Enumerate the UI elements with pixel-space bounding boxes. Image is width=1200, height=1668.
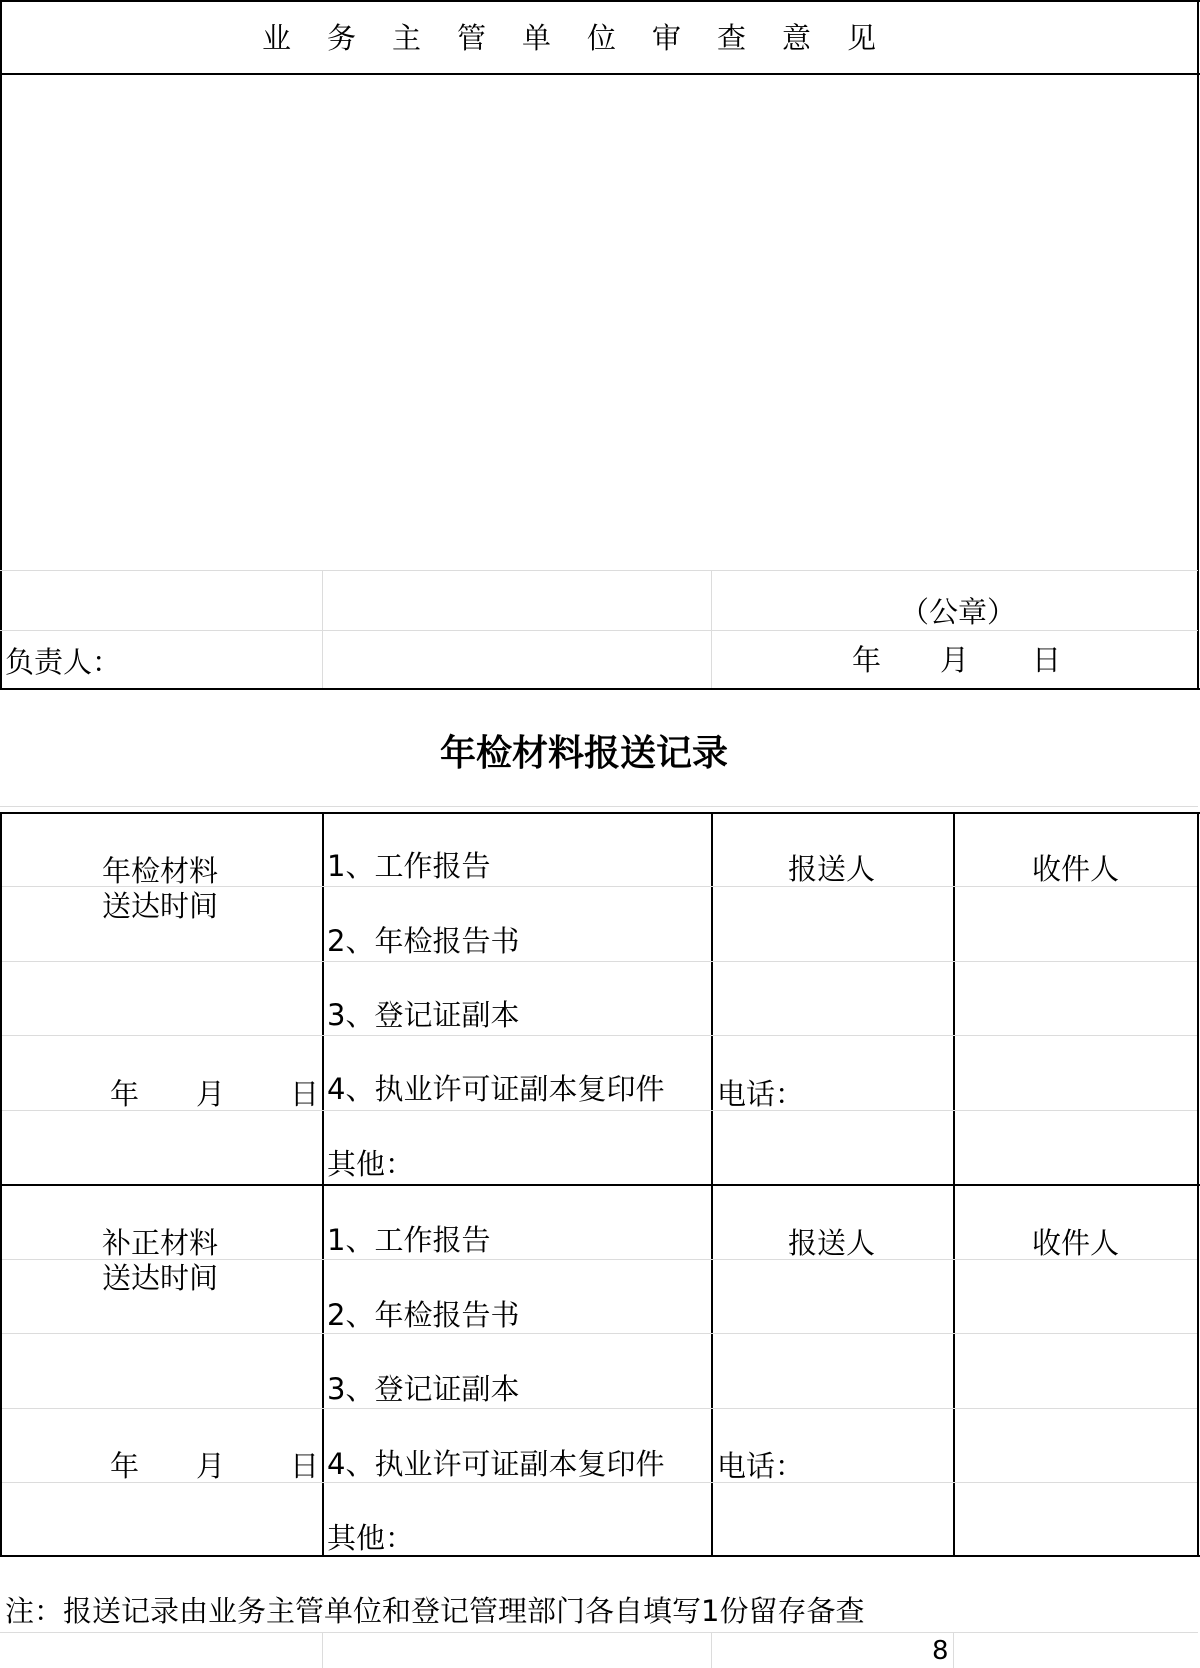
phone-label: 电话： — [717, 1077, 805, 1111]
sender-label: 报送人 — [788, 1226, 876, 1260]
review-opinion-area[interactable] — [2, 75, 1197, 570]
review-date-month: 月 — [940, 643, 970, 677]
date-year: 年 — [110, 1449, 140, 1483]
material-item: 3、登记证副本 — [327, 1372, 520, 1406]
record-title: 年检材料报送记录 — [440, 732, 729, 774]
review-section — [0, 0, 1200, 690]
page-number: 8 — [932, 1636, 949, 1666]
material-item-other: 其他： — [327, 1147, 415, 1181]
time-label-line2: 送达时间 — [102, 1261, 219, 1295]
receiver-label: 收件人 — [1032, 852, 1120, 886]
material-item: 3、登记证副本 — [327, 998, 520, 1032]
date-month: 月 — [196, 1449, 226, 1483]
review-date-day: 日 — [1032, 643, 1062, 677]
time-label-line2: 送达时间 — [102, 889, 219, 923]
material-item: 2、年检报告书 — [327, 1298, 520, 1332]
seal-label: （公章） — [900, 595, 1017, 629]
footnote: 注：报送记录由业务主管单位和登记管理部门各自填写1份留存备查 — [5, 1594, 865, 1628]
material-item: 2、年检报告书 — [327, 924, 520, 958]
record-block-supplement — [0, 1184, 1200, 1556]
phone-label: 电话： — [717, 1449, 805, 1483]
date-month: 月 — [196, 1077, 226, 1111]
date-day: 日 — [290, 1449, 320, 1483]
record-block-annual — [0, 812, 1200, 1184]
person-in-charge-label: 负责人： — [5, 645, 122, 679]
time-label-line1: 补正材料 — [102, 1226, 219, 1260]
date-year: 年 — [110, 1077, 140, 1111]
material-item: 1、工作报告 — [327, 849, 491, 883]
material-item-other: 其他： — [327, 1521, 415, 1555]
material-item: 4、执业许可证副本复印件 — [327, 1072, 665, 1106]
time-label-line1: 年检材料 — [102, 854, 219, 888]
review-date-year: 年 — [852, 643, 882, 677]
date-day: 日 — [290, 1077, 320, 1111]
material-item: 1、工作报告 — [327, 1223, 491, 1257]
receiver-label: 收件人 — [1032, 1226, 1120, 1260]
material-item: 4、执业许可证副本复印件 — [327, 1447, 665, 1481]
review-title: 业务主管单位审查意见 — [262, 21, 913, 55]
sender-label: 报送人 — [788, 852, 876, 886]
